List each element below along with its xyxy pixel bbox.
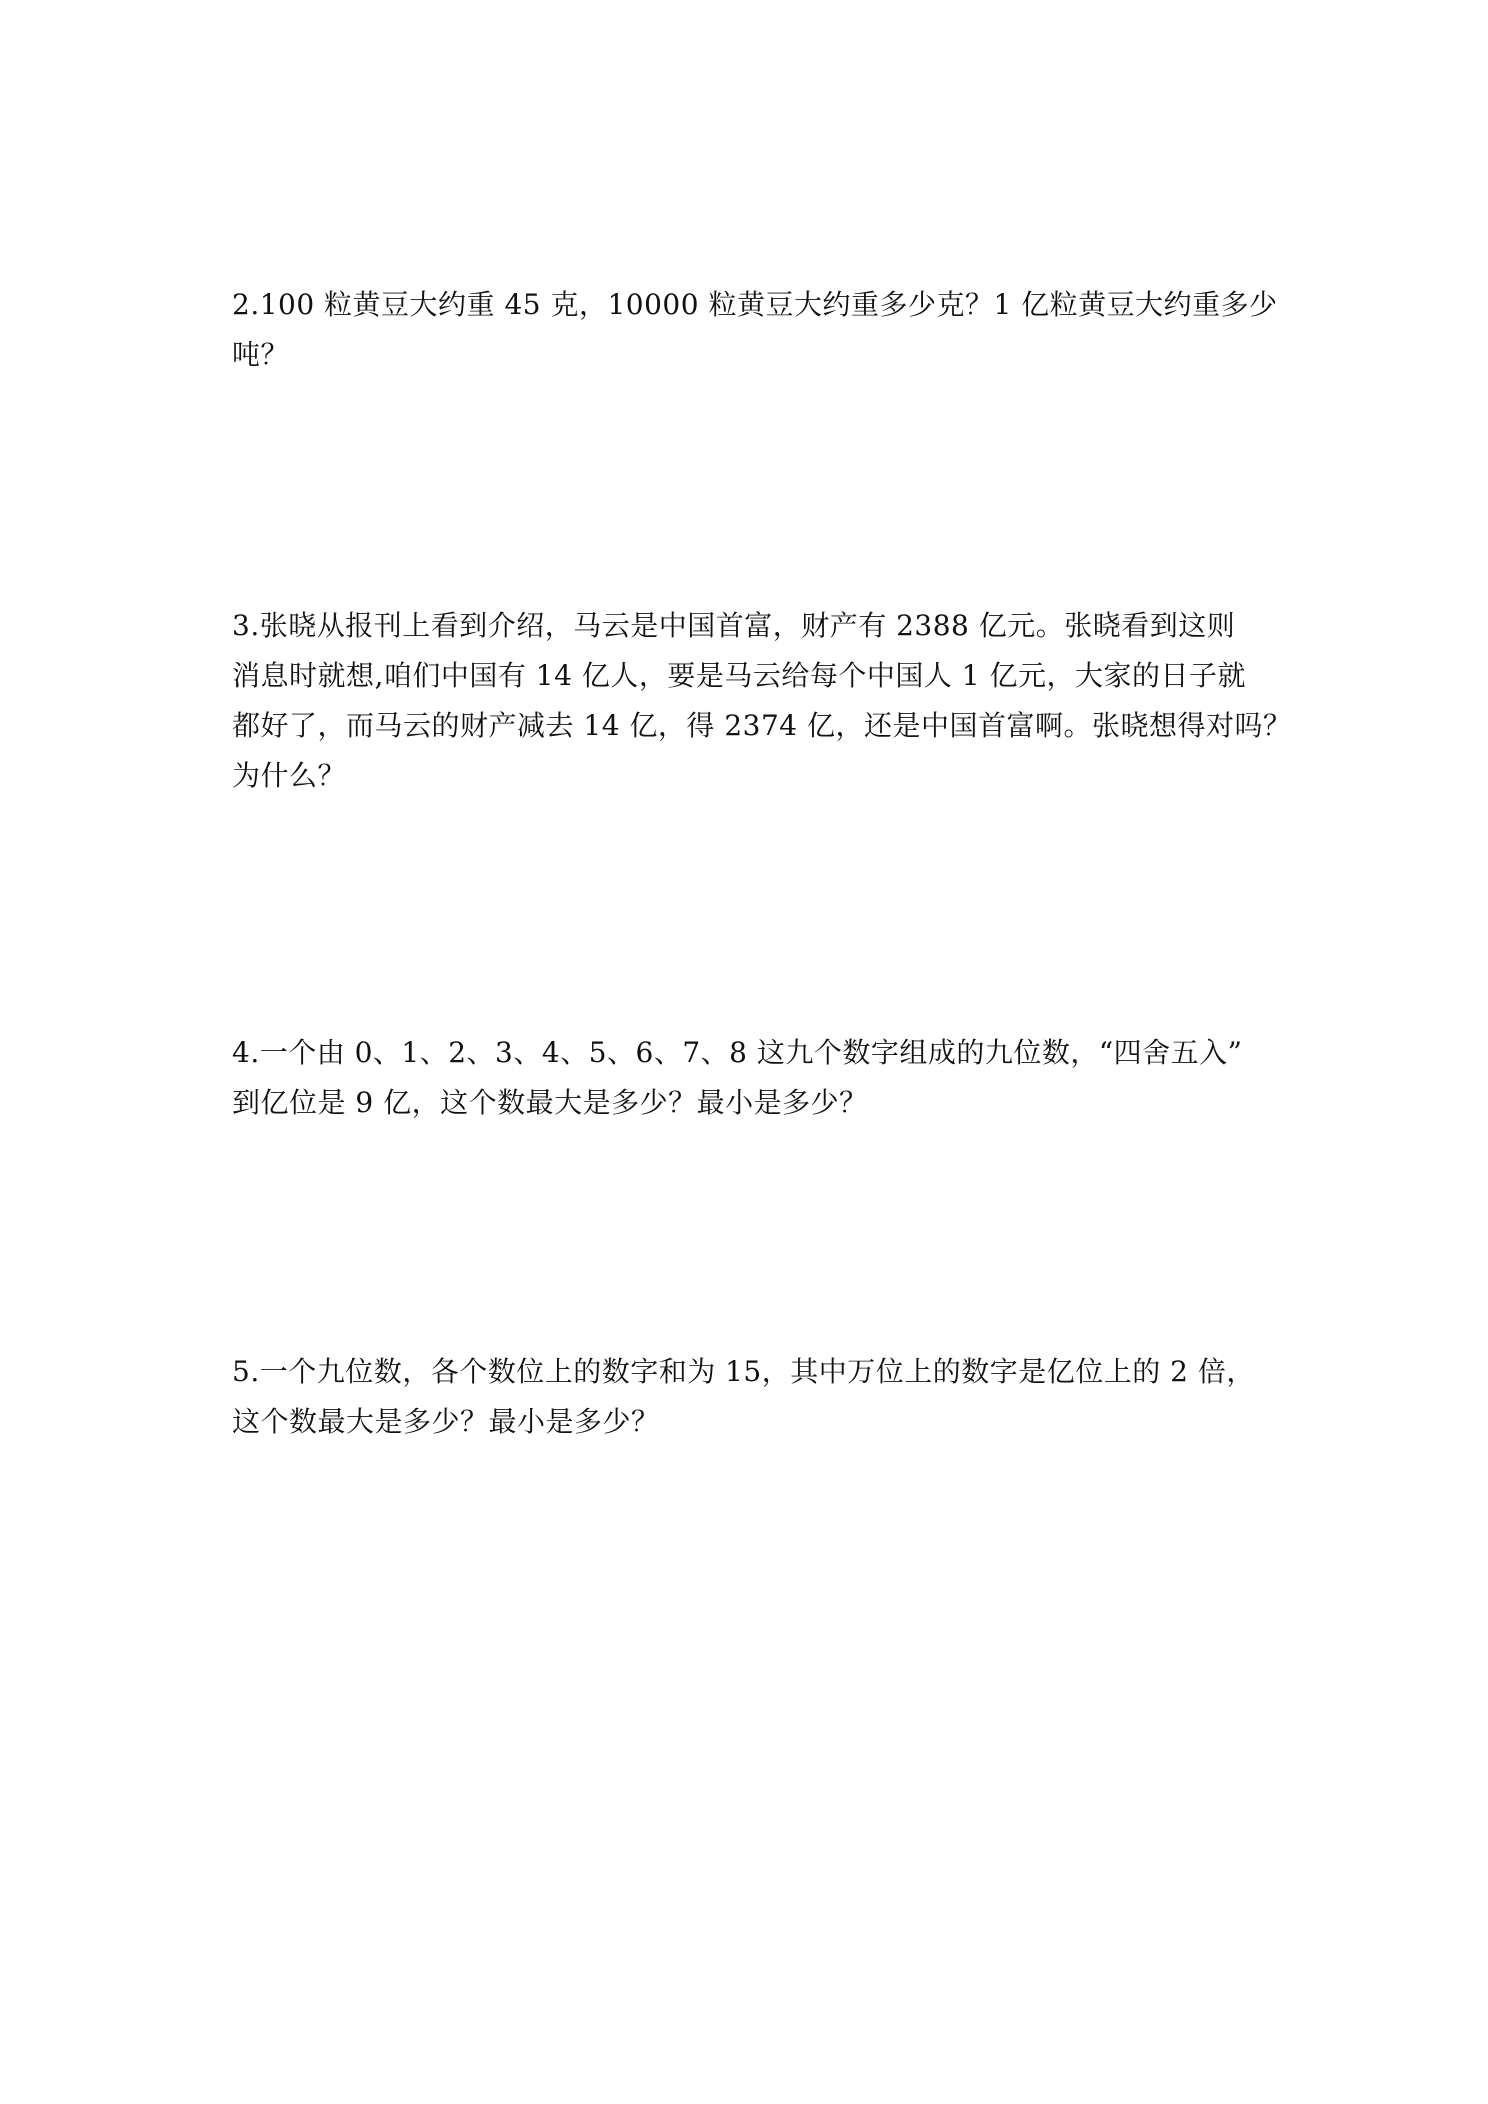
question-line: 为什么？	[232, 759, 347, 792]
question-line: 4.一个由 0、1、2、3、4、5、6、7、8 这九个数字组成的九位数，“四舍五入”	[232, 1036, 1243, 1069]
question-line: 吨？	[232, 338, 290, 371]
question-line: 5.一个九位数，各个数位上的数字和为 15，其中万位上的数字是亿位上的 2 倍，	[232, 1355, 1255, 1388]
question-4	[232, 1028, 1272, 1128]
question-3	[232, 601, 1292, 801]
question-line: 到亿位是 9 亿，这个数最大是多少？最小是多少？	[232, 1086, 868, 1119]
question-5	[232, 1347, 1272, 1447]
question-line: 这个数最大是多少？最小是多少？	[232, 1405, 660, 1438]
question-line: 都好了，而马云的财产减去 14 亿，得 2374 亿，还是中国首富啊。张晓想得对吗？	[232, 709, 1292, 742]
question-line: 2.100 粒黄豆大约重 45 克，10000 粒黄豆大约重多少克？1 亿粒黄豆大约重多少	[232, 288, 1278, 321]
question-2	[232, 280, 1278, 380]
question-line: 消息时就想,咱们中国有 14 亿人，要是马云给每个中国人 1 亿元，大家的日子就	[232, 659, 1246, 692]
question-line: 3.张晓从报刊上看到介绍，马云是中国首富，财产有 2388 亿元。张晓看到这则	[232, 609, 1236, 642]
